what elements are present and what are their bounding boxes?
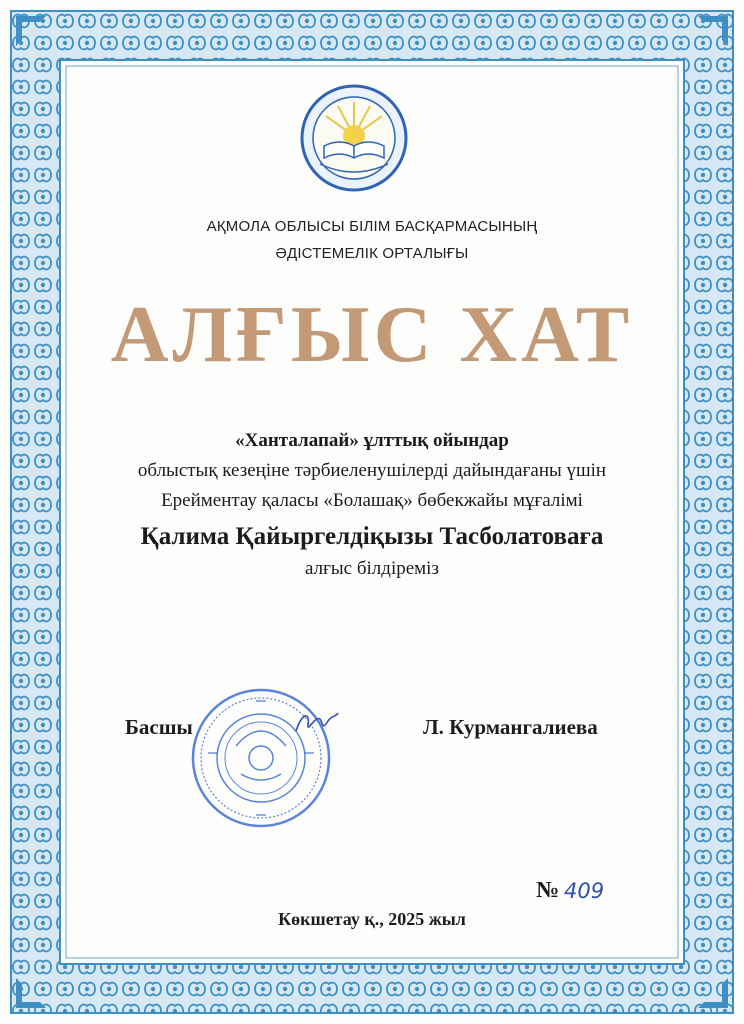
gratitude-line: алғыс білдіреміз [305,558,439,579]
purpose-line: облыстық кезеңіне тәрбиеленушілерді дайындағаны үшін [137,460,607,481]
number-value: 409 [564,879,605,903]
position-line: Ерейментау қаласы «Болашақ» бөбекжайы мұғалімі [161,490,583,511]
number-label: № [536,877,560,902]
organization-line-2: ӘДІСТЕМЕЛІК ОРТАЛЫҒЫ [275,245,469,262]
book-sunrise-emblem-icon [300,84,408,192]
organization-line-1: АҚМОЛА ОБЛЫСЫ БІЛІМ БАСҚАРМАСЫНЫҢ [206,218,538,235]
handwritten-signature-icon [292,705,342,739]
document-title: АЛҒЫС ХАТ [110,291,634,379]
event-line: «Ханталапай» ұлттық ойындар [235,430,509,451]
signer-title: Басшы [125,715,193,739]
signer-name: Л. Курмангалиева [423,715,598,739]
city-year: Көкшетау қ., 2025 жыл [278,909,466,929]
recipient-name: Қалима Қайыргелдіқызы Тасболатоваға [140,523,604,550]
